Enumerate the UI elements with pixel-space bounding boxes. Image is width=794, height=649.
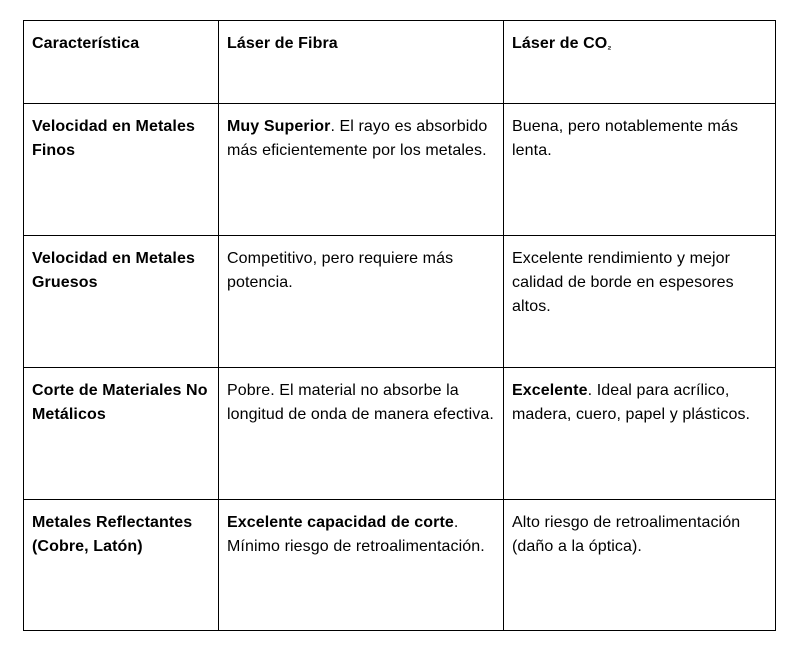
row-characteristic — [24, 104, 219, 236]
row-characteristic — [24, 236, 219, 368]
row-fiber-cell — [219, 104, 504, 236]
table-row — [24, 368, 776, 500]
row-fiber-text: Pobre. El material no absorbe la longitud de onda de manera efectiva. — [227, 382, 494, 423]
table-header-row — [24, 21, 776, 104]
header-characteristic — [24, 21, 219, 104]
row-fiber-text: . Mínimo riesgo de retroalimentación. — [227, 514, 485, 555]
header-fiber-text: Láser de Fibra — [227, 35, 338, 52]
row-co2-cell — [504, 500, 776, 631]
row-co2-cell — [504, 368, 776, 500]
header-co2-laser — [504, 21, 776, 104]
table-row — [24, 104, 776, 236]
table-row — [24, 500, 776, 631]
row-fiber-cell — [219, 500, 504, 631]
comparison-table — [23, 20, 776, 631]
row-fiber-bold: Muy Superior — [227, 118, 331, 135]
row-co2-bold: Excelente — [512, 382, 588, 399]
row-co2-text: Excelente rendimiento y mejor calidad de borde en espesores altos. — [512, 250, 734, 315]
row-characteristic-text: Velocidad en Metales Gruesos — [32, 250, 195, 291]
row-co2-text: Buena, pero notablemente más lenta. — [512, 118, 739, 159]
header-co2-text: Láser de CO — [512, 35, 608, 52]
table-row — [24, 236, 776, 368]
row-co2-text: . Ideal para acrílico, madera, cuero, papel y plásticos. — [512, 382, 751, 423]
row-fiber-text: Competitivo, pero requiere más potencia. — [227, 250, 454, 291]
row-characteristic-text: Velocidad en Metales Finos — [32, 118, 195, 159]
row-co2-cell — [504, 104, 776, 236]
header-fiber-laser — [219, 21, 504, 104]
row-fiber-text: . El rayo es absorbido más eficientemente por los metales. — [227, 118, 488, 159]
header-co2-subscript: ₂ — [607, 41, 612, 51]
row-characteristic — [24, 500, 219, 631]
row-fiber-cell — [219, 368, 504, 500]
row-characteristic — [24, 368, 219, 500]
row-fiber-cell — [219, 236, 504, 368]
row-co2-cell — [504, 236, 776, 368]
row-fiber-bold: Excelente capacidad de corte — [227, 514, 454, 531]
row-characteristic-text: Metales Reflectantes (Cobre, Latón) — [32, 514, 193, 555]
row-characteristic-text: Corte de Materiales No Metálicos — [32, 382, 208, 423]
row-co2-text: Alto riesgo de retroalimentación (daño a la óptica). — [512, 514, 741, 555]
header-characteristic-text: Característica — [32, 35, 140, 52]
